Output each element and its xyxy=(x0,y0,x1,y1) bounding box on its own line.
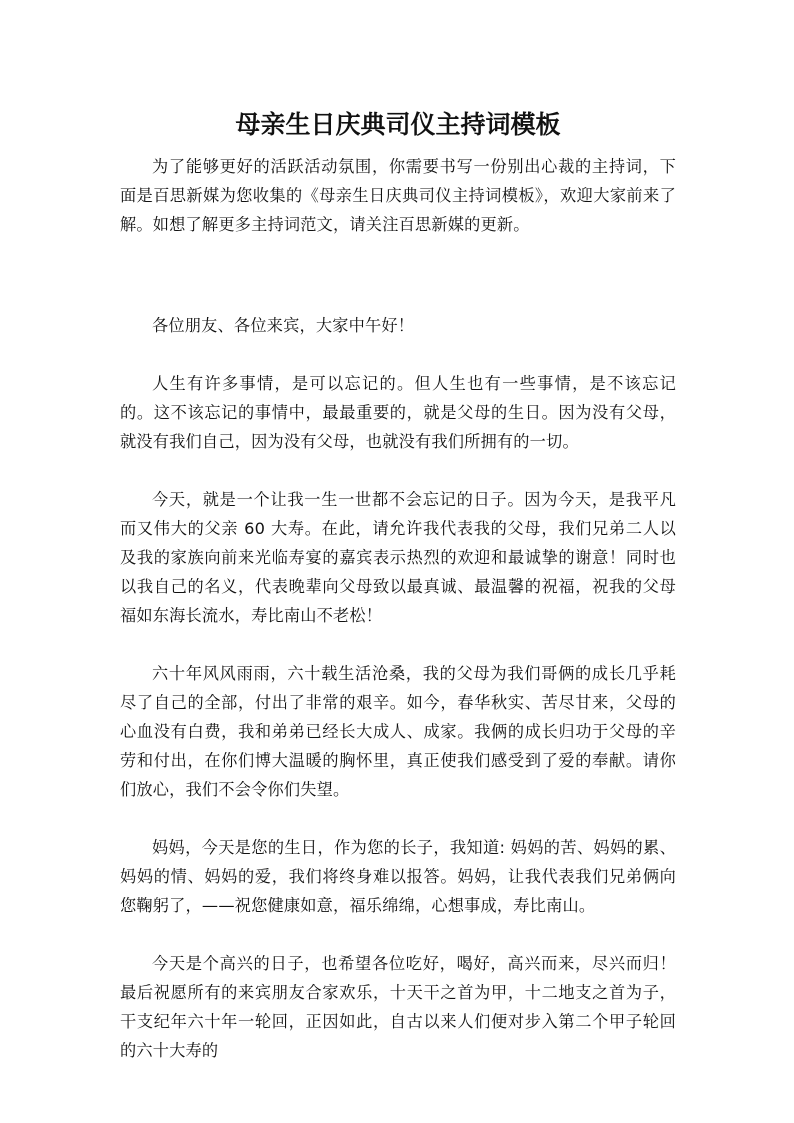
document-page xyxy=(120,108,676,1065)
document-title: 母亲生日庆典司仪主持词模板 xyxy=(235,110,561,139)
spacer xyxy=(120,920,676,949)
body-paragraph: 人生有许多事情，是可以忘记的。但人生也有一些事情，是不该忘记的。这不该忘记的事情中，最最重要的，就是父母的生日。因为没有父母，就没有我们自己，因为没有父母，也就没有我们所拥有的一切。 xyxy=(120,374,676,451)
spacer xyxy=(120,340,676,369)
body-paragraph: 今天，就是一个让我一生一世都不会忘记的日子。因为今天，是我平凡而又伟大的父亲 60 大寿。在此，请允许我代表我的父母，我们兄弟二人以及我的家族向前来光临寿宴的嘉宾表示热烈的欢迎和最诚挚的谢意！同时也以我自己的名义，代表晚辈向父母致以最真诚、最温馨的祝福，祝我的父母福如东海长流水，寿比南山不老松！ xyxy=(120,490,676,625)
greeting-paragraph: 各位朋友、各位来宾，大家中午好！ xyxy=(152,316,415,335)
body-paragraph: 今天是个高兴的日子，也希望各位吃好，喝好，高兴而来，尽兴而归！最后祝愿所有的来宾朋友合家欢乐，十天干之首为甲，十二地支之首为子，干支纪年六十年一轮回，正因如此，自古以来人们便对步入第二个甲子轮回的六十大寿的 xyxy=(120,954,676,1060)
spacer xyxy=(120,456,676,485)
spacer xyxy=(120,804,676,833)
spacer xyxy=(120,239,676,311)
body-paragraph: 六十年风风雨雨，六十载生活沧桑，我的父母为我们哥俩的成长几乎耗尽了自己的全部，付出了非常的艰辛。如今，春华秋实、苦尽甘来，父母的心血没有白费，我和弟弟已经长大成人、成家。我俩的成长归功于父母的辛劳和付出，在你们博大温暖的胸怀里，真正使我们感受到了爱的奉献。请你们放心，我们不会令你们失望。 xyxy=(120,664,676,799)
spacer xyxy=(120,630,676,659)
intro-paragraph: 为了能够更好的活跃活动氛围，你需要书写一份别出心裁的主持词，下面是百思新媒为您收集的《母亲生日庆典司仪主持词模板》，欢迎大家前来了解。如想了解更多主持词范文，请关注百思新媒的更新。 xyxy=(120,157,676,234)
body-paragraph: 妈妈，今天是您的生日，作为您的长子，我知道: 妈妈的苦、妈妈的累、妈妈的情、妈妈的爱，我们将终身难以报答。妈妈，让我代表我们兄弟俩向您鞠躬了，——祝您健康如意，福乐绵绵，心想事成，寿比南山。 xyxy=(120,838,676,915)
